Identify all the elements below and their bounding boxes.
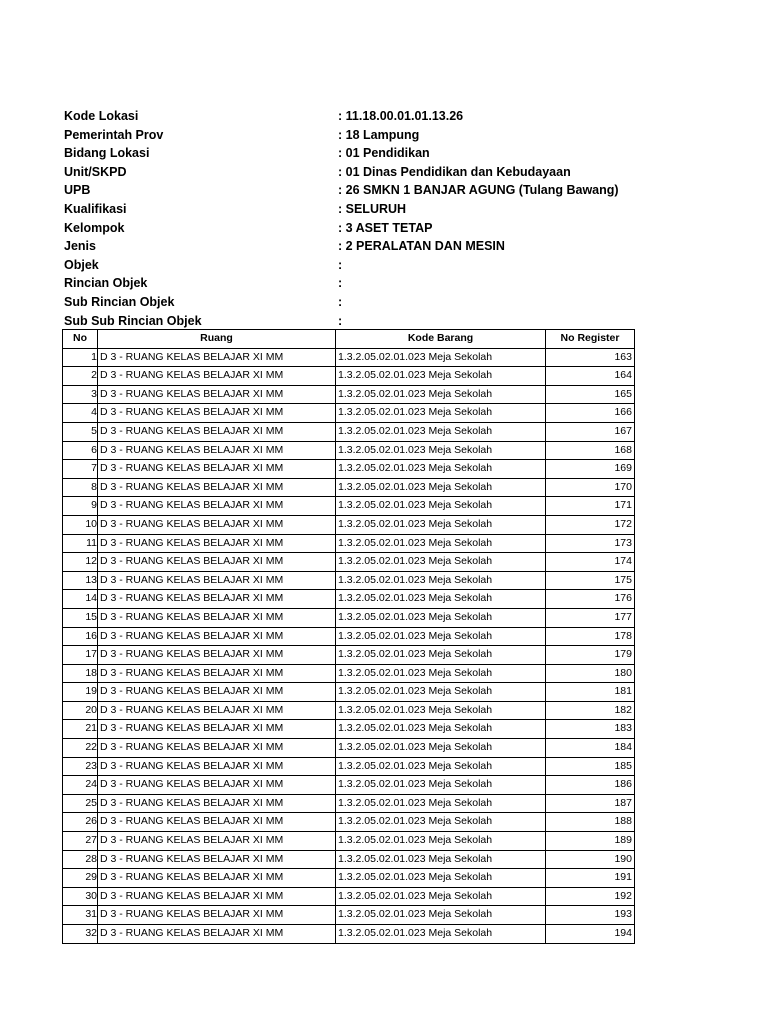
ruang-cell: D 3 - RUANG KELAS BELAJAR XI MM bbox=[98, 813, 336, 832]
table-row bbox=[63, 385, 635, 404]
ruang-cell: D 3 - RUANG KELAS BELAJAR XI MM bbox=[98, 757, 336, 776]
header-field-label: Kode Lokasi bbox=[64, 109, 139, 123]
row-number-cell: 30 bbox=[63, 887, 98, 906]
header-field-label: Unit/SKPD bbox=[64, 164, 127, 179]
kode-barang-cell: 1.3.2.05.02.01.023 Meja Sekolah bbox=[336, 515, 546, 534]
table-row bbox=[63, 925, 635, 944]
header-field-row bbox=[64, 126, 664, 145]
no-register-cell: 194 bbox=[546, 925, 635, 944]
table-row bbox=[63, 664, 635, 683]
no-register-cell: 186 bbox=[546, 776, 635, 795]
kode-barang-cell: 1.3.2.05.02.01.023 Meja Sekolah bbox=[336, 534, 546, 553]
row-number-cell: 24 bbox=[63, 776, 98, 795]
row-number-cell: 29 bbox=[63, 869, 98, 888]
ruang-cell: D 3 - RUANG KELAS BELAJAR XI MM bbox=[98, 627, 336, 646]
ruang-cell: D 3 - RUANG KELAS BELAJAR XI MM bbox=[98, 776, 336, 795]
row-number-cell: 31 bbox=[63, 906, 98, 925]
header-field-value: : SELURUH bbox=[338, 201, 407, 216]
kode-barang-cell: 1.3.2.05.02.01.023 Meja Sekolah bbox=[336, 925, 546, 944]
header-field-value: : bbox=[338, 294, 343, 309]
header-field-row bbox=[64, 219, 664, 238]
header-field-label: Sub Sub Rincian Objek bbox=[64, 313, 202, 328]
ruang-cell: D 3 - RUANG KELAS BELAJAR XI MM bbox=[98, 590, 336, 609]
ruang-cell: D 3 - RUANG KELAS BELAJAR XI MM bbox=[98, 553, 336, 572]
header-field-row bbox=[64, 181, 664, 200]
table-row bbox=[63, 646, 635, 665]
row-number-cell: 1 bbox=[63, 348, 98, 367]
ruang-cell: D 3 - RUANG KELAS BELAJAR XI MM bbox=[98, 515, 336, 534]
location-header bbox=[64, 107, 664, 330]
ruang-cell: D 3 - RUANG KELAS BELAJAR XI MM bbox=[98, 906, 336, 925]
row-number-cell: 13 bbox=[63, 571, 98, 590]
ruang-cell: D 3 - RUANG KELAS BELAJAR XI MM bbox=[98, 385, 336, 404]
header-field-value: : bbox=[338, 276, 343, 291]
table-row bbox=[63, 757, 635, 776]
header-field-label: Jenis bbox=[64, 239, 96, 254]
header-field-label: Pemerintah Prov bbox=[64, 127, 164, 142]
table-row bbox=[63, 683, 635, 702]
no-register-cell: 190 bbox=[546, 850, 635, 869]
table-row bbox=[63, 404, 635, 423]
kode-barang-cell: 1.3.2.05.02.01.023 Meja Sekolah bbox=[336, 460, 546, 479]
row-number-cell: 14 bbox=[63, 590, 98, 609]
table-row bbox=[63, 869, 635, 888]
row-number-cell: 9 bbox=[63, 497, 98, 516]
row-number-cell: 10 bbox=[63, 515, 98, 534]
no-register-cell: 173 bbox=[546, 534, 635, 553]
kode-barang-cell: 1.3.2.05.02.01.023 Meja Sekolah bbox=[336, 404, 546, 423]
ruang-cell: D 3 - RUANG KELAS BELAJAR XI MM bbox=[98, 534, 336, 553]
header-field-value: : 01 Dinas Pendidikan dan Kebudayaan bbox=[338, 164, 571, 179]
kode-barang-cell: 1.3.2.05.02.01.023 Meja Sekolah bbox=[336, 385, 546, 404]
table-row bbox=[63, 534, 635, 553]
no-register-cell: 165 bbox=[546, 385, 635, 404]
row-number-cell: 16 bbox=[63, 627, 98, 646]
header-field-value: : 11.18.00.01.01.13.26 bbox=[338, 109, 464, 123]
row-number-cell: 2 bbox=[63, 367, 98, 386]
no-register-cell: 180 bbox=[546, 664, 635, 683]
table-row bbox=[63, 460, 635, 479]
header-field-value: : 18 Lampung bbox=[338, 127, 420, 142]
header-field-value: : bbox=[338, 257, 343, 272]
header-field-label: Bidang Lokasi bbox=[64, 146, 150, 161]
ruang-cell: D 3 - RUANG KELAS BELAJAR XI MM bbox=[98, 683, 336, 702]
row-number-cell: 28 bbox=[63, 850, 98, 869]
header-field-row bbox=[64, 163, 664, 182]
no-register-cell: 192 bbox=[546, 887, 635, 906]
ruang-cell: D 3 - RUANG KELAS BELAJAR XI MM bbox=[98, 869, 336, 888]
kode-barang-cell: 1.3.2.05.02.01.023 Meja Sekolah bbox=[336, 553, 546, 572]
table-row bbox=[63, 478, 635, 497]
row-number-cell: 15 bbox=[63, 608, 98, 627]
table-row bbox=[63, 776, 635, 795]
ruang-cell: D 3 - RUANG KELAS BELAJAR XI MM bbox=[98, 497, 336, 516]
table-row bbox=[63, 608, 635, 627]
table-row bbox=[63, 813, 635, 832]
kode-barang-cell: 1.3.2.05.02.01.023 Meja Sekolah bbox=[336, 720, 546, 739]
ruang-cell: D 3 - RUANG KELAS BELAJAR XI MM bbox=[98, 794, 336, 813]
ruang-cell: D 3 - RUANG KELAS BELAJAR XI MM bbox=[98, 646, 336, 665]
no-register-cell: 184 bbox=[546, 739, 635, 758]
no-register-cell: 172 bbox=[546, 515, 635, 534]
no-register-cell: 178 bbox=[546, 627, 635, 646]
table-row bbox=[63, 367, 635, 386]
kode-barang-cell: 1.3.2.05.02.01.023 Meja Sekolah bbox=[336, 646, 546, 665]
table-row bbox=[63, 906, 635, 925]
header-field-label: Sub Rincian Objek bbox=[64, 294, 175, 309]
table-row bbox=[63, 422, 635, 441]
kode-barang-cell: 1.3.2.05.02.01.023 Meja Sekolah bbox=[336, 739, 546, 758]
kode-barang-cell: 1.3.2.05.02.01.023 Meja Sekolah bbox=[336, 701, 546, 720]
kode-barang-cell: 1.3.2.05.02.01.023 Meja Sekolah bbox=[336, 590, 546, 609]
header-field-label: Objek bbox=[64, 257, 99, 272]
kode-barang-cell: 1.3.2.05.02.01.023 Meja Sekolah bbox=[336, 887, 546, 906]
row-number-cell: 5 bbox=[63, 422, 98, 441]
ruang-cell: D 3 - RUANG KELAS BELAJAR XI MM bbox=[98, 441, 336, 460]
table-row bbox=[63, 571, 635, 590]
no-register-cell: 181 bbox=[546, 683, 635, 702]
table-row bbox=[63, 701, 635, 720]
row-number-cell: 6 bbox=[63, 441, 98, 460]
header-field-row bbox=[64, 274, 664, 293]
table-row bbox=[63, 441, 635, 460]
header-field-row bbox=[64, 107, 664, 126]
no-register-cell: 177 bbox=[546, 608, 635, 627]
column-header-kode-barang: Kode Barang bbox=[336, 330, 546, 349]
table-row bbox=[63, 794, 635, 813]
no-register-cell: 182 bbox=[546, 701, 635, 720]
row-number-cell: 3 bbox=[63, 385, 98, 404]
column-header-no: No bbox=[63, 330, 98, 349]
header-field-value: : bbox=[338, 313, 343, 328]
column-header-no-register: No Register bbox=[546, 330, 635, 349]
table-header-row bbox=[63, 330, 635, 349]
ruang-cell: D 3 - RUANG KELAS BELAJAR XI MM bbox=[98, 850, 336, 869]
ruang-cell: D 3 - RUANG KELAS BELAJAR XI MM bbox=[98, 720, 336, 739]
no-register-cell: 168 bbox=[546, 441, 635, 460]
kode-barang-cell: 1.3.2.05.02.01.023 Meja Sekolah bbox=[336, 571, 546, 590]
header-field-row bbox=[64, 293, 664, 312]
no-register-cell: 169 bbox=[546, 460, 635, 479]
ruang-cell: D 3 - RUANG KELAS BELAJAR XI MM bbox=[98, 608, 336, 627]
table-row bbox=[63, 832, 635, 851]
no-register-cell: 179 bbox=[546, 646, 635, 665]
header-field-row bbox=[64, 312, 664, 331]
ruang-cell: D 3 - RUANG KELAS BELAJAR XI MM bbox=[98, 887, 336, 906]
ruang-cell: D 3 - RUANG KELAS BELAJAR XI MM bbox=[98, 422, 336, 441]
table-row bbox=[63, 515, 635, 534]
no-register-cell: 174 bbox=[546, 553, 635, 572]
kode-barang-cell: 1.3.2.05.02.01.023 Meja Sekolah bbox=[336, 832, 546, 851]
row-number-cell: 20 bbox=[63, 701, 98, 720]
row-number-cell: 21 bbox=[63, 720, 98, 739]
kode-barang-cell: 1.3.2.05.02.01.023 Meja Sekolah bbox=[336, 441, 546, 460]
row-number-cell: 7 bbox=[63, 460, 98, 479]
table-row bbox=[63, 497, 635, 516]
row-number-cell: 27 bbox=[63, 832, 98, 851]
ruang-cell: D 3 - RUANG KELAS BELAJAR XI MM bbox=[98, 925, 336, 944]
kode-barang-cell: 1.3.2.05.02.01.023 Meja Sekolah bbox=[336, 422, 546, 441]
no-register-cell: 166 bbox=[546, 404, 635, 423]
ruang-cell: D 3 - RUANG KELAS BELAJAR XI MM bbox=[98, 404, 336, 423]
kode-barang-cell: 1.3.2.05.02.01.023 Meja Sekolah bbox=[336, 906, 546, 925]
header-field-row bbox=[64, 200, 664, 219]
kode-barang-cell: 1.3.2.05.02.01.023 Meja Sekolah bbox=[336, 627, 546, 646]
row-number-cell: 32 bbox=[63, 925, 98, 944]
kode-barang-cell: 1.3.2.05.02.01.023 Meja Sekolah bbox=[336, 367, 546, 386]
header-field-value: : 26 SMKN 1 BANJAR AGUNG (Tulang Bawang) bbox=[338, 183, 619, 198]
no-register-cell: 175 bbox=[546, 571, 635, 590]
no-register-cell: 167 bbox=[546, 422, 635, 441]
kode-barang-cell: 1.3.2.05.02.01.023 Meja Sekolah bbox=[336, 813, 546, 832]
row-number-cell: 12 bbox=[63, 553, 98, 572]
kode-barang-cell: 1.3.2.05.02.01.023 Meja Sekolah bbox=[336, 348, 546, 367]
header-field-row bbox=[64, 144, 664, 163]
kode-barang-cell: 1.3.2.05.02.01.023 Meja Sekolah bbox=[336, 478, 546, 497]
kode-barang-cell: 1.3.2.05.02.01.023 Meja Sekolah bbox=[336, 608, 546, 627]
table-row bbox=[63, 739, 635, 758]
ruang-cell: D 3 - RUANG KELAS BELAJAR XI MM bbox=[98, 571, 336, 590]
header-field-value: : 01 Pendidikan bbox=[338, 146, 430, 161]
no-register-cell: 187 bbox=[546, 794, 635, 813]
no-register-cell: 171 bbox=[546, 497, 635, 516]
ruang-cell: D 3 - RUANG KELAS BELAJAR XI MM bbox=[98, 664, 336, 683]
table-row bbox=[63, 590, 635, 609]
ruang-cell: D 3 - RUANG KELAS BELAJAR XI MM bbox=[98, 739, 336, 758]
row-number-cell: 23 bbox=[63, 757, 98, 776]
no-register-cell: 176 bbox=[546, 590, 635, 609]
row-number-cell: 11 bbox=[63, 534, 98, 553]
header-field-label: UPB bbox=[64, 183, 91, 198]
no-register-cell: 163 bbox=[546, 348, 635, 367]
kode-barang-cell: 1.3.2.05.02.01.023 Meja Sekolah bbox=[336, 683, 546, 702]
no-register-cell: 188 bbox=[546, 813, 635, 832]
row-number-cell: 22 bbox=[63, 739, 98, 758]
kode-barang-cell: 1.3.2.05.02.01.023 Meja Sekolah bbox=[336, 776, 546, 795]
no-register-cell: 183 bbox=[546, 720, 635, 739]
header-field-row bbox=[64, 237, 664, 256]
no-register-cell: 185 bbox=[546, 757, 635, 776]
ruang-cell: D 3 - RUANG KELAS BELAJAR XI MM bbox=[98, 832, 336, 851]
ruang-cell: D 3 - RUANG KELAS BELAJAR XI MM bbox=[98, 478, 336, 497]
header-field-label: Kelompok bbox=[64, 220, 125, 235]
ruang-cell: D 3 - RUANG KELAS BELAJAR XI MM bbox=[98, 348, 336, 367]
table-row bbox=[63, 850, 635, 869]
table-row bbox=[63, 627, 635, 646]
header-field-label: Rincian Objek bbox=[64, 276, 148, 291]
kode-barang-cell: 1.3.2.05.02.01.023 Meja Sekolah bbox=[336, 757, 546, 776]
row-number-cell: 4 bbox=[63, 404, 98, 423]
kode-barang-cell: 1.3.2.05.02.01.023 Meja Sekolah bbox=[336, 497, 546, 516]
kode-barang-cell: 1.3.2.05.02.01.023 Meja Sekolah bbox=[336, 869, 546, 888]
table-row bbox=[63, 348, 635, 367]
row-number-cell: 8 bbox=[63, 478, 98, 497]
ruang-cell: D 3 - RUANG KELAS BELAJAR XI MM bbox=[98, 701, 336, 720]
column-header-ruang: Ruang bbox=[98, 330, 336, 349]
no-register-cell: 189 bbox=[546, 832, 635, 851]
ruang-cell: D 3 - RUANG KELAS BELAJAR XI MM bbox=[98, 367, 336, 386]
kode-barang-cell: 1.3.2.05.02.01.023 Meja Sekolah bbox=[336, 850, 546, 869]
no-register-cell: 191 bbox=[546, 869, 635, 888]
no-register-cell: 164 bbox=[546, 367, 635, 386]
row-number-cell: 25 bbox=[63, 794, 98, 813]
header-field-value: : 2 PERALATAN DAN MESIN bbox=[338, 239, 505, 254]
header-field-label: Kualifikasi bbox=[64, 201, 127, 216]
row-number-cell: 19 bbox=[63, 683, 98, 702]
row-number-cell: 26 bbox=[63, 813, 98, 832]
header-field-row bbox=[64, 256, 664, 275]
no-register-cell: 193 bbox=[546, 906, 635, 925]
row-number-cell: 18 bbox=[63, 664, 98, 683]
table-row bbox=[63, 887, 635, 906]
kode-barang-cell: 1.3.2.05.02.01.023 Meja Sekolah bbox=[336, 664, 546, 683]
ruang-cell: D 3 - RUANG KELAS BELAJAR XI MM bbox=[98, 460, 336, 479]
row-number-cell: 17 bbox=[63, 646, 98, 665]
header-field-value: : 3 ASET TETAP bbox=[338, 220, 433, 235]
no-register-cell: 170 bbox=[546, 478, 635, 497]
table-row bbox=[63, 553, 635, 572]
kode-barang-cell: 1.3.2.05.02.01.023 Meja Sekolah bbox=[336, 794, 546, 813]
table-row bbox=[63, 720, 635, 739]
asset-table bbox=[62, 329, 635, 944]
